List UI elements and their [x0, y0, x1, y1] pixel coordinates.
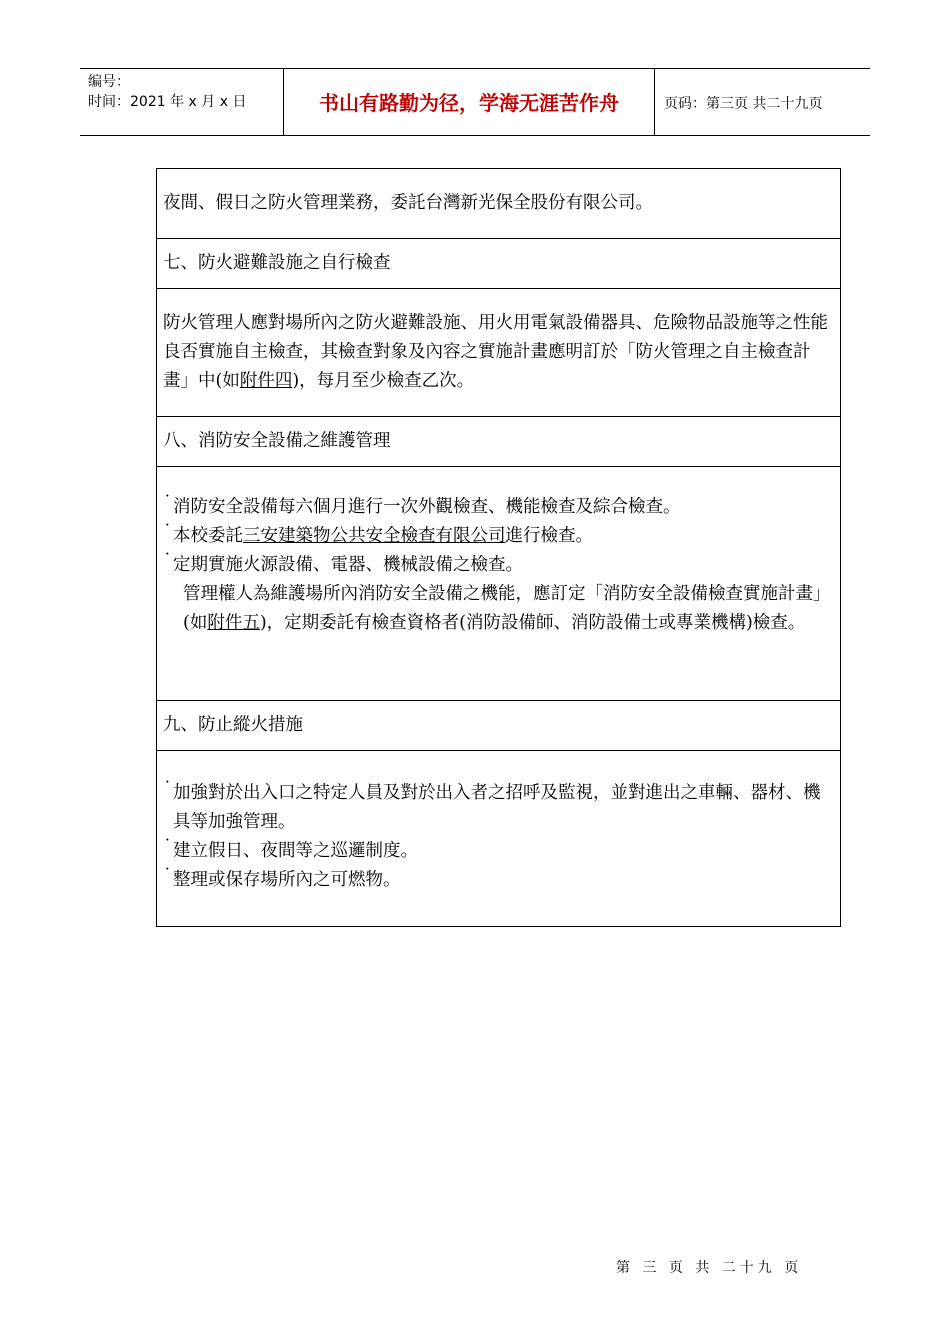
appendix-link[interactable]: 附件四 — [239, 371, 293, 391]
section-heading: 八、消防安全設備之維護管理 — [163, 431, 391, 451]
table-row — [157, 467, 840, 701]
section-heading: 九、防止縱火措施 — [163, 715, 303, 735]
document-number-label: 编号： — [88, 74, 130, 90]
header-divider — [654, 69, 655, 136]
paragraph-text: 防火管理人應對場所內之防火避難設施、用火用電氣設備器具、危險物品設施等之性能良否實施自主檢查，其檢查對象及內容之實施計畫應明訂於「防火管理之自主檢查計畫」中(如 — [163, 313, 828, 391]
appendix-link[interactable]: 附件五 — [207, 613, 260, 633]
paragraph-text: )，每月至少檢查乙次。 — [292, 371, 475, 391]
table-row — [157, 239, 840, 289]
list-item-text: 建立假日、夜間等之巡邏制度。 — [173, 841, 418, 861]
page-footer: 第 三 页 共 二十九 页 — [616, 1260, 803, 1276]
list-item — [163, 779, 834, 837]
header-meta — [88, 72, 246, 112]
list-item — [163, 551, 834, 580]
list-item-text: 加強對於出入口之特定人員及對於出入者之招呼及監視，並對進出之車輛、器材、機具等加強管理。 — [173, 783, 821, 832]
list-item-text: 消防安全設備每六個月進行一次外觀檢查、機能檢查及綜合檢查。 — [173, 497, 681, 517]
paragraph-text: 夜間、假日之防火管理業務，委託台灣新光保全股份有限公司。 — [163, 193, 653, 213]
table-row — [157, 169, 840, 239]
header-motto: 书山有路勤为径，学海无涯苦作舟 — [319, 91, 619, 115]
table-row — [157, 289, 840, 417]
list-item — [163, 866, 834, 895]
list-item-text: 整理或保存場所內之可燃物。 — [173, 870, 401, 890]
paragraph-text: )，定期委託有檢查資格者(消防設備師、消防設備士或專業機構)檢查。 — [259, 613, 806, 633]
list-item — [163, 522, 834, 551]
list-item-text: 進行檢查。 — [505, 526, 593, 546]
document-date-label: 时间：2021 年 x 月 x 日 — [88, 94, 247, 110]
table-row — [157, 417, 840, 467]
company-link[interactable]: 三安建築物公共安全檢查有限公司 — [243, 526, 506, 546]
paragraph — [163, 580, 834, 638]
list-item-text: 本校委託 — [173, 526, 243, 546]
table-row — [157, 701, 840, 751]
content-table — [156, 168, 841, 927]
section-heading: 七、防火避難設施之自行檢查 — [163, 253, 391, 273]
page-header — [80, 68, 870, 136]
list-item — [163, 837, 834, 866]
list-item — [163, 493, 834, 522]
table-row — [157, 751, 840, 926]
header-page-number: 页码：第三页 共二十九页 — [664, 96, 823, 112]
list-item-text: 定期實施火源設備、電器、機械設備之檢查。 — [173, 555, 523, 575]
paragraph-text: 管理權人為維護場所內消防安全設備之機能，應訂定「消防安全設備檢查實施計畫」(如 — [183, 584, 831, 633]
